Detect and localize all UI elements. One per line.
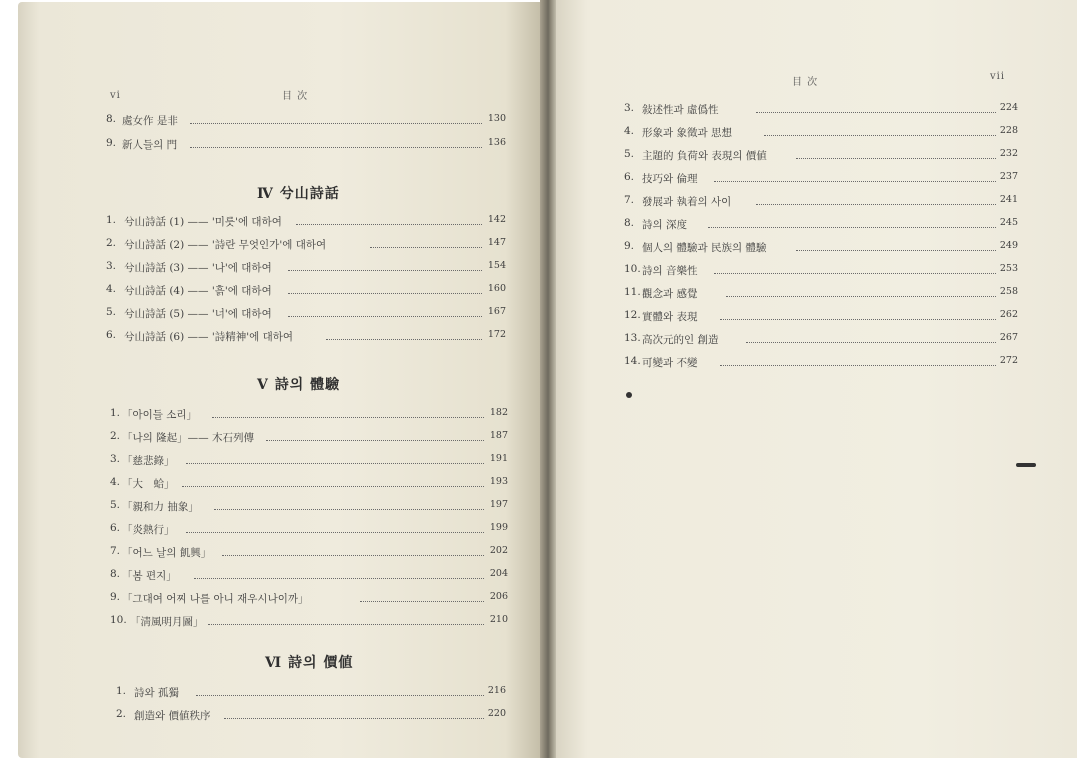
left-page-number: vi [110, 90, 121, 101]
left-running-header: 目 次 [282, 91, 309, 102]
right-page [556, 0, 1077, 758]
book-spread: vi 目 次 8. 處女作 是非 130 9. 新人들의 門 136 Ⅳ 兮山詩話 1. 兮山詩話 (1) —— '미릇'에 대하여 142 2. 兮山詩話 (2) —— '詩란 무엇인가'에 대하여 147 3. 兮山詩話 (3) —— '나'에 대하여 154 4. 兮山詩話 (4) —— '흙'에 대하여 160 5. 兮山詩話 (5) —— '너'에 대하여 167 6. 兮山詩話 (6) —— '詩精神'에 대하여 172 Ⅴ 詩의 體驗 1. 「아이들 소리」 182 2. 「나의 隆起」—— 木石列傳 187 3. 「慈悲錄」 191 4. 「大 蛤」 193 5. 「親和力 抽象」 197 6. 「炎熱行」 199 7. 「어느 날의 飢興」 202 8. 「봄 편지」 204 9. 「그대여 어찌 나를 아니 재우시나이까」 206 10. 「淸風明月圖」 210 Ⅵ 詩의 價値 1. 詩와 孤獨 216 2. 創造와 價値秩序 220 目 次 vii 3. 敍述性과 虛僞性 224 4. 形象과 象徵과 思想 228 5. 主題的 負荷와 表現의 價値 232 6. 技巧와 倫理 237 7. 發展과 執着의 사이 241 8. 詩의 深度 245 9. 個人의 體驗과 民族의 體驗 249 10. 詩의 音樂性 253 11. 觀念과 感覺 258 12. 實體와 表現 262 13. 高次元的인 創造 267 14. 可變과 不變 272 [0, 0, 1077, 758]
right-running-header: 目 次 [792, 77, 819, 88]
section-heading-vi: Ⅵ 詩의 價値 [265, 655, 354, 671]
ink-speck [626, 392, 632, 398]
ink-speck [1016, 463, 1036, 467]
right-page-number: vii [990, 71, 1006, 82]
section-heading-iv: Ⅳ 兮山詩話 [257, 186, 340, 202]
section-heading-v: Ⅴ 詩의 體驗 [257, 377, 341, 393]
